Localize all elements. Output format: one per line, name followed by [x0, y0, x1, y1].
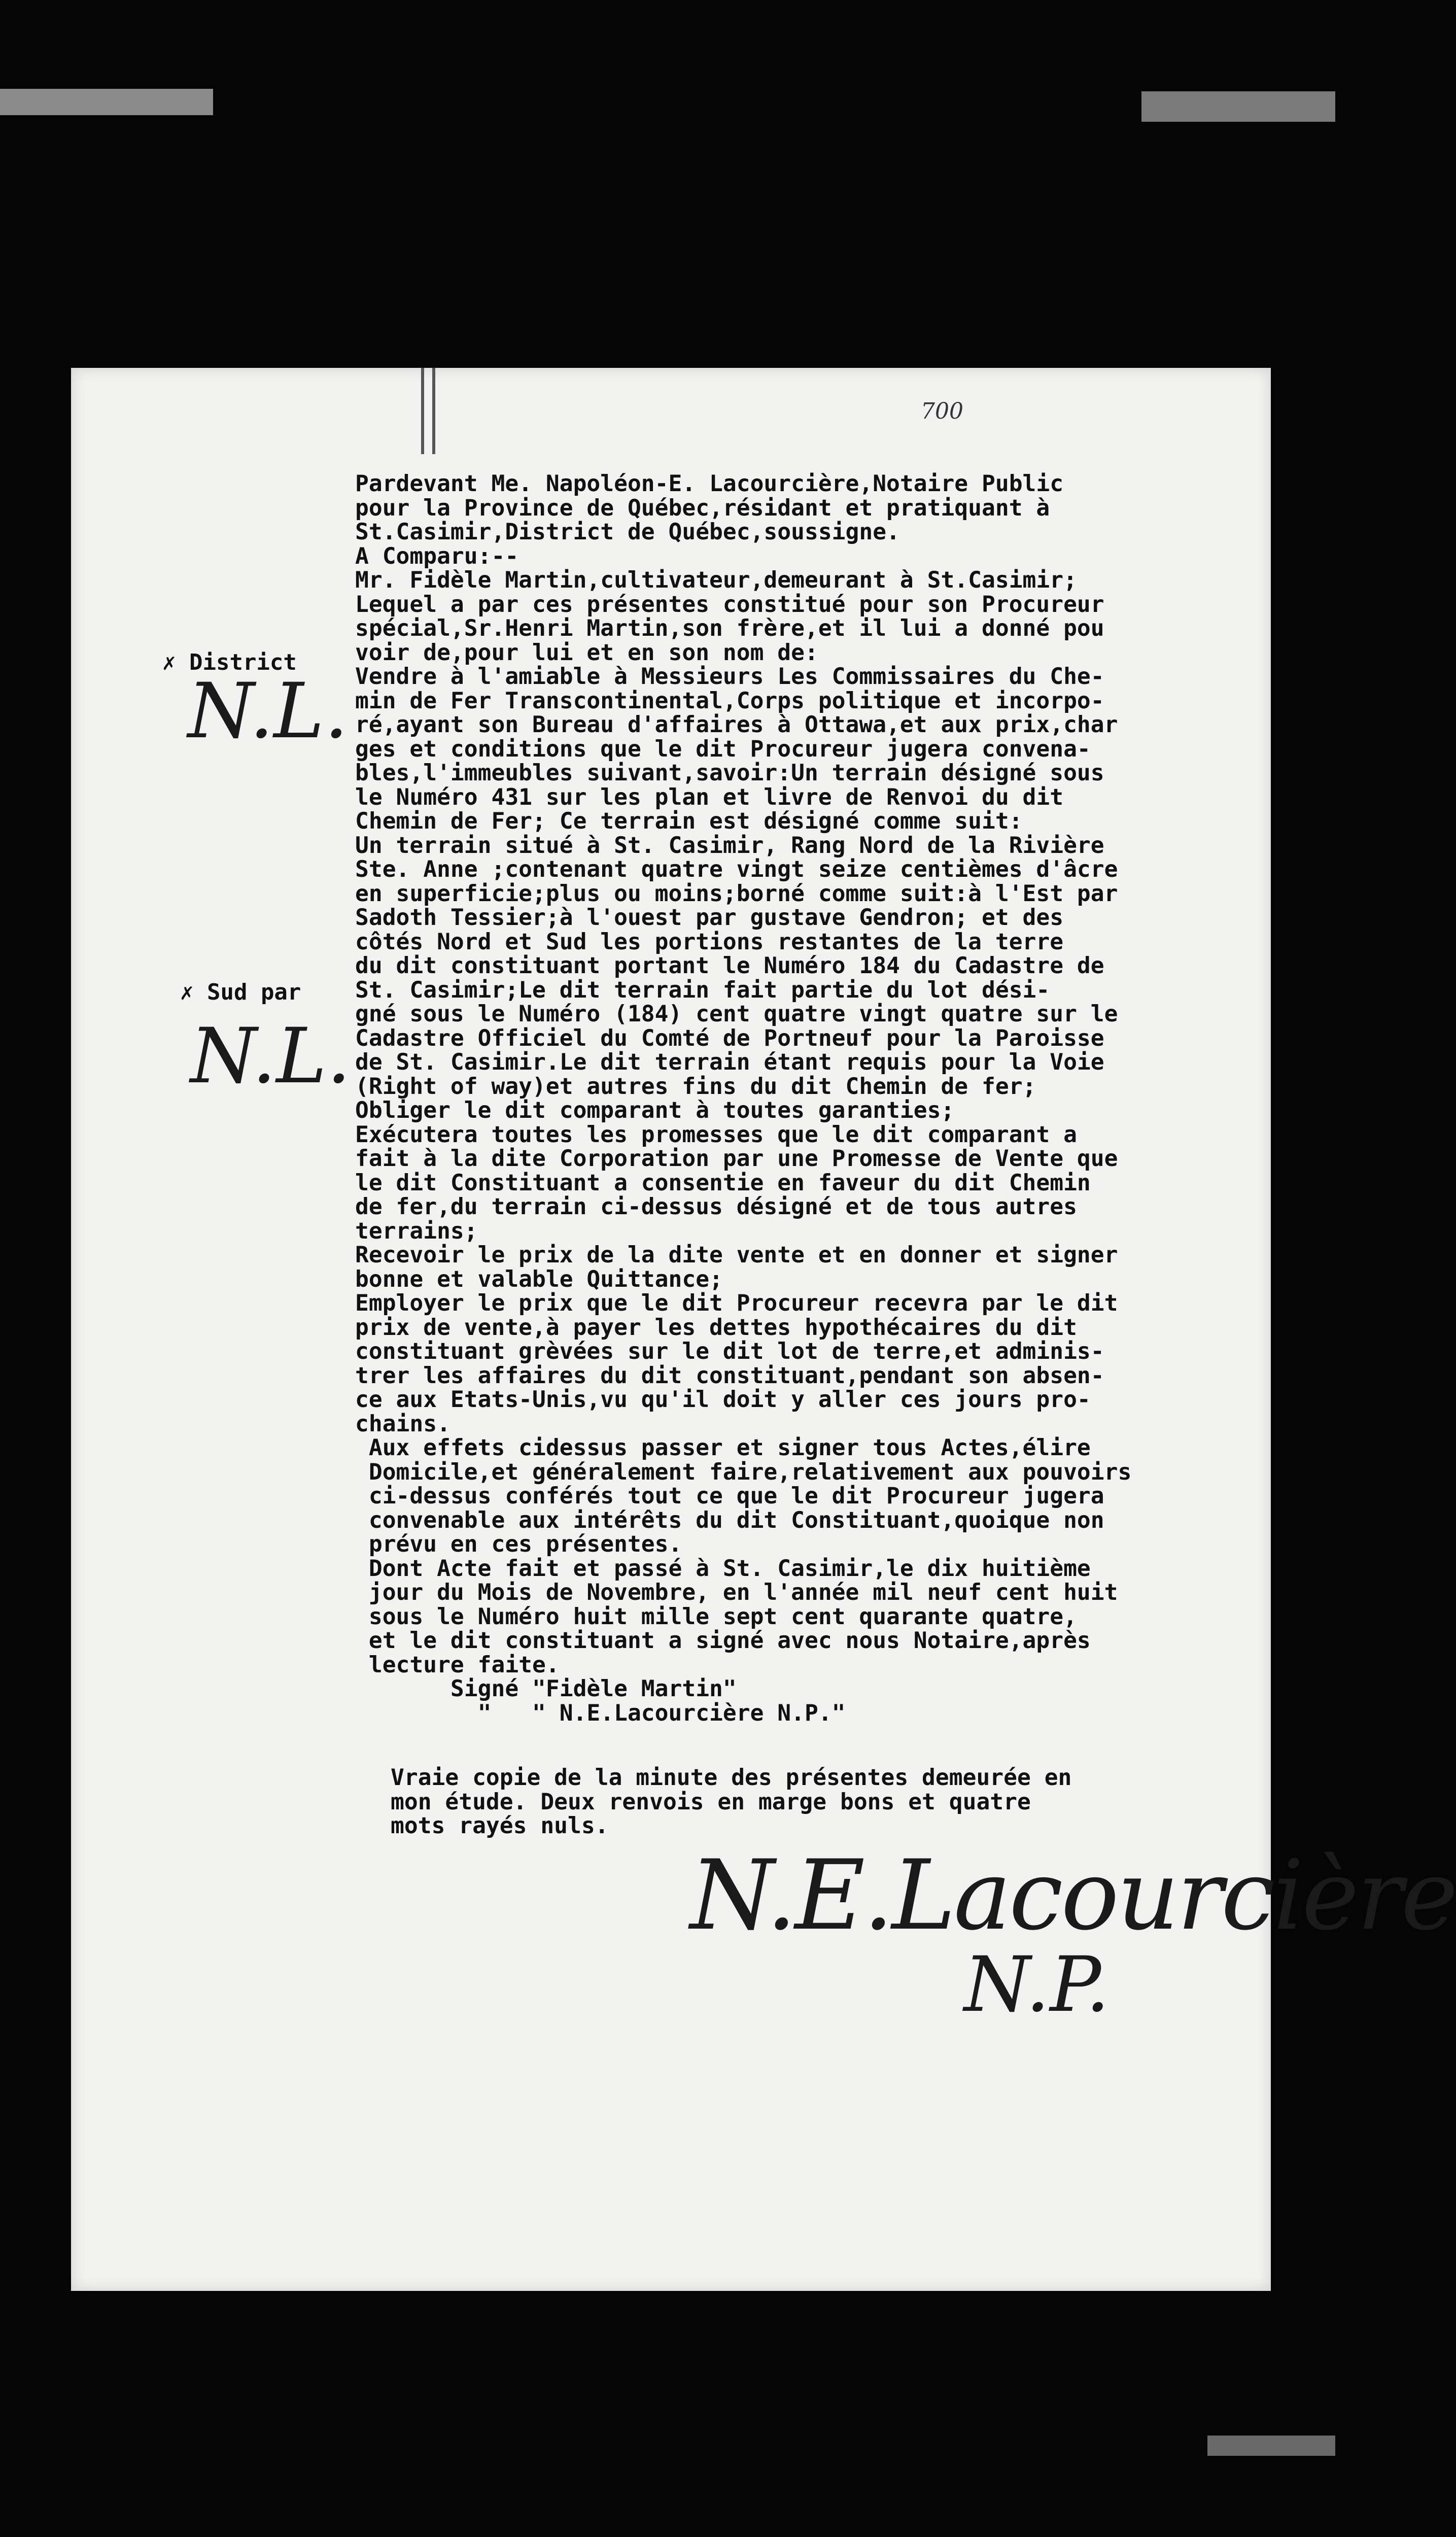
text-line: jour du Mois de Novembre, en l'année mil neuf cent huit	[355, 1579, 1118, 1605]
text-line: gné sous le Numéro (184) cent quatre vingt quatre sur le	[355, 1001, 1118, 1027]
text-line: Aux effets cidessus passer et signer tous Actes,élire	[355, 1434, 1091, 1461]
text-line: min de Fer Transcontinental,Corps politique et incorpo-	[355, 687, 1104, 714]
margin-initials: N.L.	[190, 1012, 351, 1101]
text-line: constituant grèvées sur le dit lot de terre,et adminis-	[355, 1338, 1104, 1364]
text-line: Domicile,et généralement faire,relativement aux pouvoirs	[355, 1458, 1132, 1485]
text-line: prix de vente,à payer les dettes hypothécaires du dit	[355, 1314, 1077, 1341]
text-line: Mr. Fidèle Martin,cultivateur,demeurant à St.Casimir;	[355, 567, 1077, 593]
text-line: Sadoth Tessier;à l'ouest par gustave Gendron; et des	[355, 904, 1064, 931]
text-line: ré,ayant son Bureau d'affaires à Ottawa,et aux prix,char	[355, 711, 1118, 738]
text-line: " " N.E.Lacourcière N.P."	[355, 1699, 846, 1726]
text-line: voir de,pour lui et en son nom de:	[355, 639, 818, 666]
text-line: du dit constituant portant le Numéro 184 du Cadastre de	[355, 952, 1104, 979]
text-line: Pardevant Me. Napoléon-E. Lacourcière,Notaire Public	[355, 470, 1064, 497]
text-line: le Numéro 431 sur les plan et livre de Renvoi du dit	[355, 783, 1064, 810]
text-line: en superficie;plus ou moins;borné comme suit:à l'Est par	[355, 880, 1118, 907]
text-line: de St. Casimir.Le dit terrain étant requis pour la Voie	[355, 1049, 1104, 1075]
text-line: ce aux Etats-Unis,vu qu'il doit y aller ces jours pro-	[355, 1386, 1091, 1413]
text-line: St.Casimir,District de Québec,soussigne.	[355, 519, 900, 545]
margin-initials: N.L.	[188, 667, 349, 756]
fold-mark	[421, 368, 424, 454]
film-edge-strip	[0, 89, 213, 115]
text-line: Employer le prix que le dit Procureur recevra par le dit	[355, 1290, 1118, 1316]
text-line: Chemin de Fer; Ce terrain est désigné comme suit:	[355, 808, 1023, 834]
text-line: Recevoir le prix de la dite vente et en donner et signer	[355, 1242, 1118, 1268]
certification-text	[391, 1766, 1304, 1838]
document-page	[71, 368, 1456, 2291]
text-line: de fer,du terrain ci-dessus désigné et de tous autres	[355, 1193, 1077, 1220]
text-line: Lequel a par ces présentes constitué pour son Procureur	[355, 591, 1104, 618]
text-line: Vendre à l'amiable à Messieurs Les Commissaires du Che-	[355, 663, 1104, 690]
page-number: 700	[921, 398, 963, 424]
text-line: ges et conditions que le dit Procureur jugera convena-	[355, 735, 1091, 762]
text-line: mots rayés nuls.	[391, 1812, 609, 1839]
text-line: A Comparu:--	[355, 542, 519, 569]
text-line: St. Casimir;Le dit terrain fait partie du lot dési-	[355, 976, 1050, 1003]
text-line: fait à la dite Corporation par une Promesse de Vente que	[355, 1145, 1118, 1172]
text-line: côtés Nord et Sud les portions restantes de la terre	[355, 928, 1064, 955]
text-line: le dit Constituant a consentie en faveur du dit Chemin	[355, 1169, 1091, 1196]
text-line: et le dit constituant a signé avec nous Notaire,après	[355, 1627, 1091, 1654]
text-line: Exécutera toutes les promesses que le dit comparant a	[355, 1121, 1077, 1148]
text-line: Dont Acte fait et passé à St. Casimir,le dix huitième	[355, 1555, 1091, 1582]
text-line: ci-dessus conférés tout ce que le dit Procureur jugera	[355, 1483, 1104, 1509]
fold-mark	[432, 368, 435, 454]
text-line: Ste. Anne ;contenant quatre vingt seize centièmes d'âcre	[355, 856, 1118, 882]
text-line: pour la Province de Québec,résidant et pratiquant à	[355, 494, 1050, 521]
text-line: Obliger le dit comparant à toutes garanties;	[355, 1097, 955, 1123]
text-line: spécial,Sr.Henri Martin,son frère,et il lui a donné pou	[355, 615, 1104, 641]
text-line: Signé "Fidèle Martin"	[355, 1675, 737, 1702]
text-line: chains.	[355, 1410, 450, 1437]
text-line: mon étude. Deux renvois en marge bons et quatre	[391, 1788, 1031, 1815]
film-edge-strip	[1207, 2436, 1335, 2456]
text-line: terrains;	[355, 1217, 478, 1244]
deed-body-text	[355, 472, 1268, 1725]
text-line: Un terrain situé à St. Casimir, Rang Nord de la Rivière	[355, 832, 1104, 859]
notary-signature-suffix: N.P.	[964, 1941, 1110, 2029]
text-line: lecture faite.	[355, 1651, 560, 1678]
margin-note-district: ✗ District	[162, 649, 297, 675]
text-line: prévu en ces présentes.	[355, 1531, 682, 1557]
text-line: bonne et valable Quittance;	[355, 1265, 723, 1292]
text-line: Cadastre Officiel du Comté de Portneuf pour la Paroisse	[355, 1024, 1104, 1051]
text-line: Vraie copie de la minute des présentes demeurée en	[391, 1764, 1072, 1791]
text-line: (Right of way)et autres fins du dit Chemin de fer;	[355, 1073, 1036, 1100]
text-line: trer les affaires du dit constituant,pendant son absen-	[355, 1362, 1104, 1389]
text-line: sous le Numéro huit mille sept cent quarante quatre,	[355, 1603, 1077, 1630]
notary-signature: N.E.Lacourcière	[690, 1839, 1456, 1951]
text-line: convenable aux intérêts du dit Constituant,quoique non	[355, 1506, 1104, 1533]
film-edge-strip	[1141, 91, 1335, 122]
margin-note-sud-par: ✗ Sud par	[180, 979, 301, 1005]
text-line: bles,l'immeubles suivant,savoir:Un terrain désigné sous	[355, 760, 1104, 786]
